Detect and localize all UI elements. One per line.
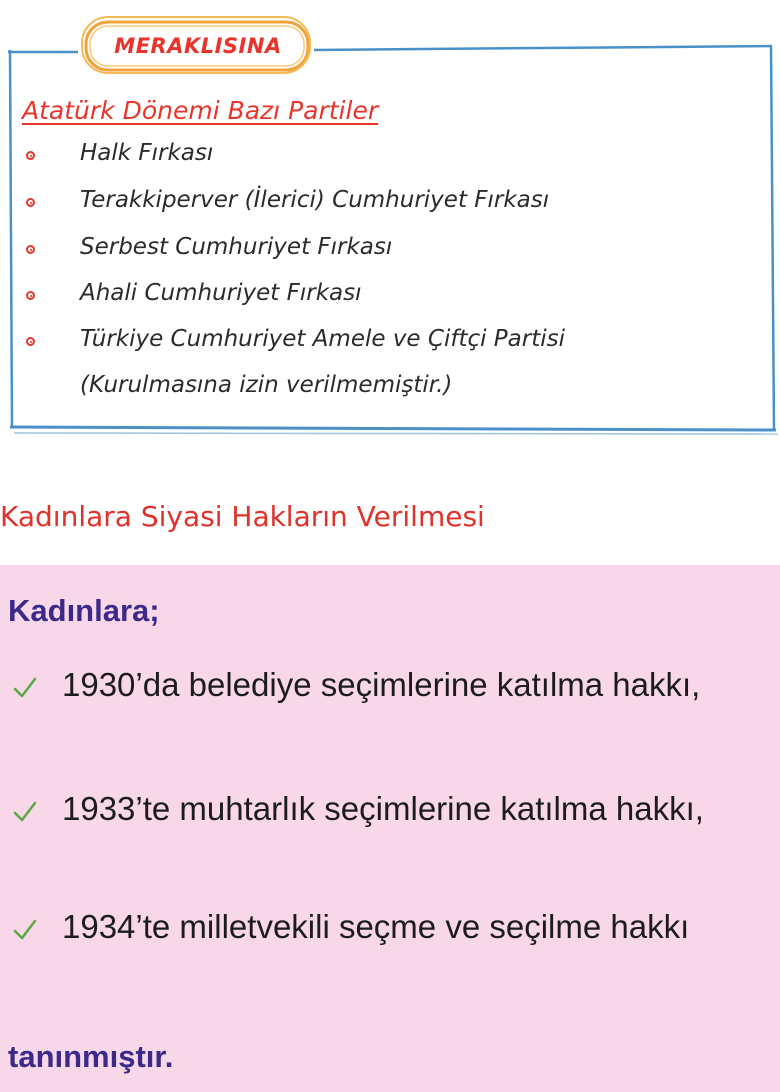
rights-panel <box>0 565 780 1092</box>
panel-footer: tanınmıştır. <box>8 1039 174 1074</box>
party-name: Serbest Cumhuriyet Fırkası <box>80 234 393 260</box>
party-name: Halk Fırkası <box>80 140 214 166</box>
party-name: Türkiye Cumhuriyet Amele ve Çiftçi Partisi <box>80 326 566 352</box>
section-title: Kadınlara Siyasi Hakların Verilmesi <box>0 500 485 533</box>
party-name: Ahali Cumhuriyet Fırkası <box>80 280 362 306</box>
party-name: Terakkiperver (İlerici) Cumhuriyet Fırkası <box>80 187 550 213</box>
list-item: 1933’te muhtarlık seçimlerine katılma hakkı, <box>62 790 704 827</box>
panel-intro: Kadınlara; <box>8 593 160 628</box>
bullet-icon <box>26 151 35 160</box>
bullet-icon <box>26 245 35 254</box>
bullet-icon <box>26 198 35 207</box>
list-item: 1930’da belediye seçimlerine katılma hakkı, <box>62 666 701 703</box>
meraklisina-box <box>0 0 780 440</box>
bullet-icon <box>26 291 35 300</box>
badge-label: MERAKLISINA <box>114 34 282 58</box>
party-note: (Kurulmasına izin verilmemiştir.) <box>80 372 453 398</box>
check-icon <box>12 917 38 943</box>
bullet-icon <box>26 337 35 346</box>
check-icon <box>12 799 38 825</box>
box-heading: Atatürk Dönemi Bazı Partiler <box>22 96 379 125</box>
check-icon <box>12 675 38 701</box>
list-item: 1934’te milletvekili seçme ve seçilme hakkı <box>62 908 690 945</box>
